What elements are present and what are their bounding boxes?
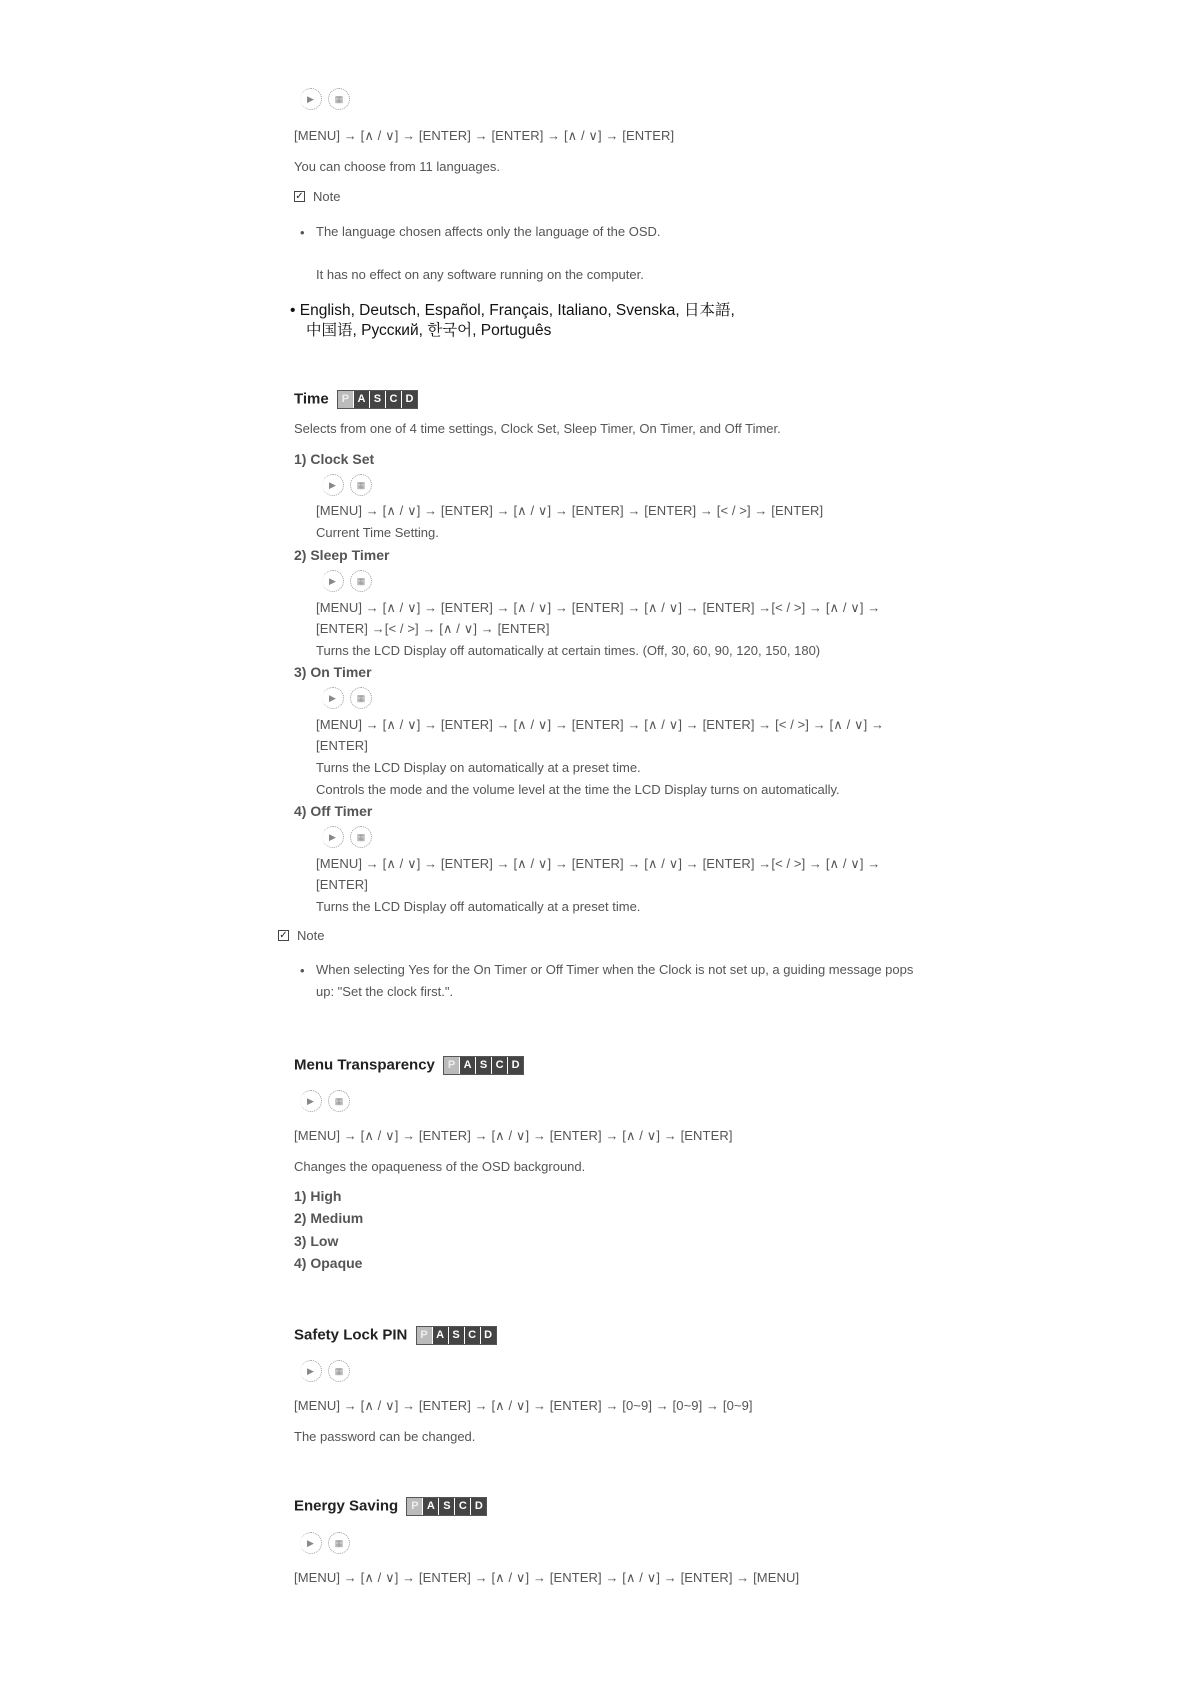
bullet-icon: • <box>300 225 305 240</box>
on-timer-heading: 3) On Timer <box>294 664 372 680</box>
safety-lock-sequence: [MENU] → [∧ / ∨] → [ENTER] → [∧ / ∨] → [ENTER] → [0~9] → [0~9] → [0~9] <box>294 1398 753 1413</box>
model-badge: P A S C D <box>337 390 418 409</box>
menu-icon: ▦ <box>328 88 350 110</box>
off-timer-sequence-1: [MENU] → [∧ / ∨] → [ENTER] → [∧ / ∨] → [ENTER] → [∧ / ∨] → [ENTER] →[< / >] → [∧ / ∨] → <box>316 856 881 871</box>
menu-icon: ▦ <box>350 570 372 592</box>
language-list-line-2: 中国语, Русский, 한국어, Português <box>306 322 552 339</box>
time-note <box>278 928 324 943</box>
off-timer-description: Turns the LCD Display off automatically at a preset time. <box>316 899 641 914</box>
time-title: Time P A S C D <box>294 390 418 409</box>
menu-icon: ▦ <box>328 1532 350 1554</box>
menu-transparency-description: Changes the opaqueness of the OSD background. <box>294 1159 586 1174</box>
option-opaque: 4) Opaque <box>294 1255 363 1271</box>
menu-transparency-title: Menu Transparency P A S C D <box>294 1056 524 1075</box>
clock-set-heading: 1) Clock Set <box>294 451 375 467</box>
language-note-text-2: It has no effect on any software running on the computer. <box>316 267 644 282</box>
model-badge: P A S C D <box>406 1497 487 1516</box>
checkbox-icon: ✓ <box>279 930 288 941</box>
play-icon: ▶ <box>300 1532 322 1554</box>
option-low: 3) Low <box>294 1233 339 1249</box>
model-badge: P A S C D <box>443 1056 524 1075</box>
on-timer-sequence-1: [MENU] → [∧ / ∨] → [ENTER] → [∧ / ∨] → [ENTER] → [∧ / ∨] → [ENTER] → [< / >] → [∧ / ∨] → <box>316 717 885 732</box>
remote-icons <box>322 570 372 592</box>
time-note-text-1: When selecting Yes for the On Timer or Off Timer when the Clock is not set up, a guiding message pops <box>316 962 914 977</box>
model-badge: P A S C D <box>416 1326 497 1345</box>
option-high: 1) High <box>294 1188 342 1204</box>
menu-icon: ▦ <box>350 826 372 848</box>
clock-set-description: Current Time Setting. <box>316 525 439 540</box>
remote-icons <box>300 88 350 110</box>
play-icon: ▶ <box>322 570 344 592</box>
play-icon: ▶ <box>322 474 344 496</box>
clock-set-sequence: [MENU] → [∧ / ∨] → [ENTER] → [∧ / ∨] → [ENTER] → [ENTER] → [< / >] → [ENTER] <box>316 503 824 518</box>
off-timer-heading: 4) Off Timer <box>294 803 373 819</box>
remote-icons <box>300 1532 350 1554</box>
safety-lock-description: The password can be changed. <box>294 1429 476 1444</box>
off-timer-sequence-2: [ENTER] <box>316 877 368 892</box>
sleep-timer-heading: 2) Sleep Timer <box>294 547 390 563</box>
remote-icons <box>322 826 372 848</box>
remote-icons <box>322 474 372 496</box>
play-icon: ▶ <box>300 1360 322 1382</box>
menu-icon: ▦ <box>350 474 372 496</box>
bullet-icon: • <box>290 302 300 319</box>
remote-icons <box>300 1360 350 1382</box>
option-medium: 2) Medium <box>294 1210 364 1226</box>
note-label: Note <box>297 928 325 943</box>
play-icon: ▶ <box>300 1090 322 1112</box>
on-timer-sequence-2: [ENTER] <box>316 738 368 753</box>
on-timer-description-2: Controls the mode and the volume level at the time the LCD Display turns on automatically. <box>316 782 840 797</box>
language-list-line-1: • English, Deutsch, Español, Français, Italiano, Svenska, 日本語, <box>290 302 735 319</box>
language-note <box>294 189 340 204</box>
play-icon: ▶ <box>300 88 322 110</box>
remote-icons <box>300 1090 350 1112</box>
checkbox-icon: ✓ <box>295 191 304 202</box>
energy-saving-sequence: [MENU] → [∧ / ∨] → [ENTER] → [∧ / ∨] → [ENTER] → [∧ / ∨] → [ENTER] → [MENU] <box>294 1570 800 1585</box>
bullet-icon: • <box>300 963 305 978</box>
sleep-timer-sequence-2: [ENTER] →[< / >] → [∧ / ∨] → [ENTER] <box>316 621 550 636</box>
safety-lock-title: Safety Lock PIN P A S C D <box>294 1326 497 1345</box>
energy-saving-title: Energy Saving P A S C D <box>294 1497 487 1516</box>
play-icon: ▶ <box>322 826 344 848</box>
sleep-timer-description: Turns the LCD Display off automatically at certain times. (Off, 30, 60, 90, 120, 150, 180) <box>316 643 821 658</box>
sleep-timer-sequence-1: [MENU] → [∧ / ∨] → [ENTER] → [∧ / ∨] → [ENTER] → [∧ / ∨] → [ENTER] →[< / >] → [∧ / ∨] → <box>316 600 881 615</box>
play-icon: ▶ <box>322 687 344 709</box>
language-description: You can choose from 11 languages. <box>294 159 500 174</box>
language-sequence: [MENU] → [∧ / ∨] → [ENTER] → [ENTER] → [∧ / ∨] → [ENTER] <box>294 128 675 143</box>
time-note-text-2: up: "Set the clock first.". <box>316 984 454 999</box>
remote-icons <box>322 687 372 709</box>
language-note-text-1: The language chosen affects only the language of the OSD. <box>316 224 661 239</box>
menu-transparency-sequence: [MENU] → [∧ / ∨] → [ENTER] → [∧ / ∨] → [ENTER] → [∧ / ∨] → [ENTER] <box>294 1128 733 1143</box>
menu-icon: ▦ <box>328 1360 350 1382</box>
time-description: Selects from one of 4 time settings, Clock Set, Sleep Timer, On Timer, and Off Timer. <box>294 421 781 436</box>
on-timer-description-1: Turns the LCD Display on automatically at a preset time. <box>316 760 641 775</box>
note-label: Note <box>313 189 341 204</box>
menu-icon: ▦ <box>350 687 372 709</box>
menu-icon: ▦ <box>328 1090 350 1112</box>
